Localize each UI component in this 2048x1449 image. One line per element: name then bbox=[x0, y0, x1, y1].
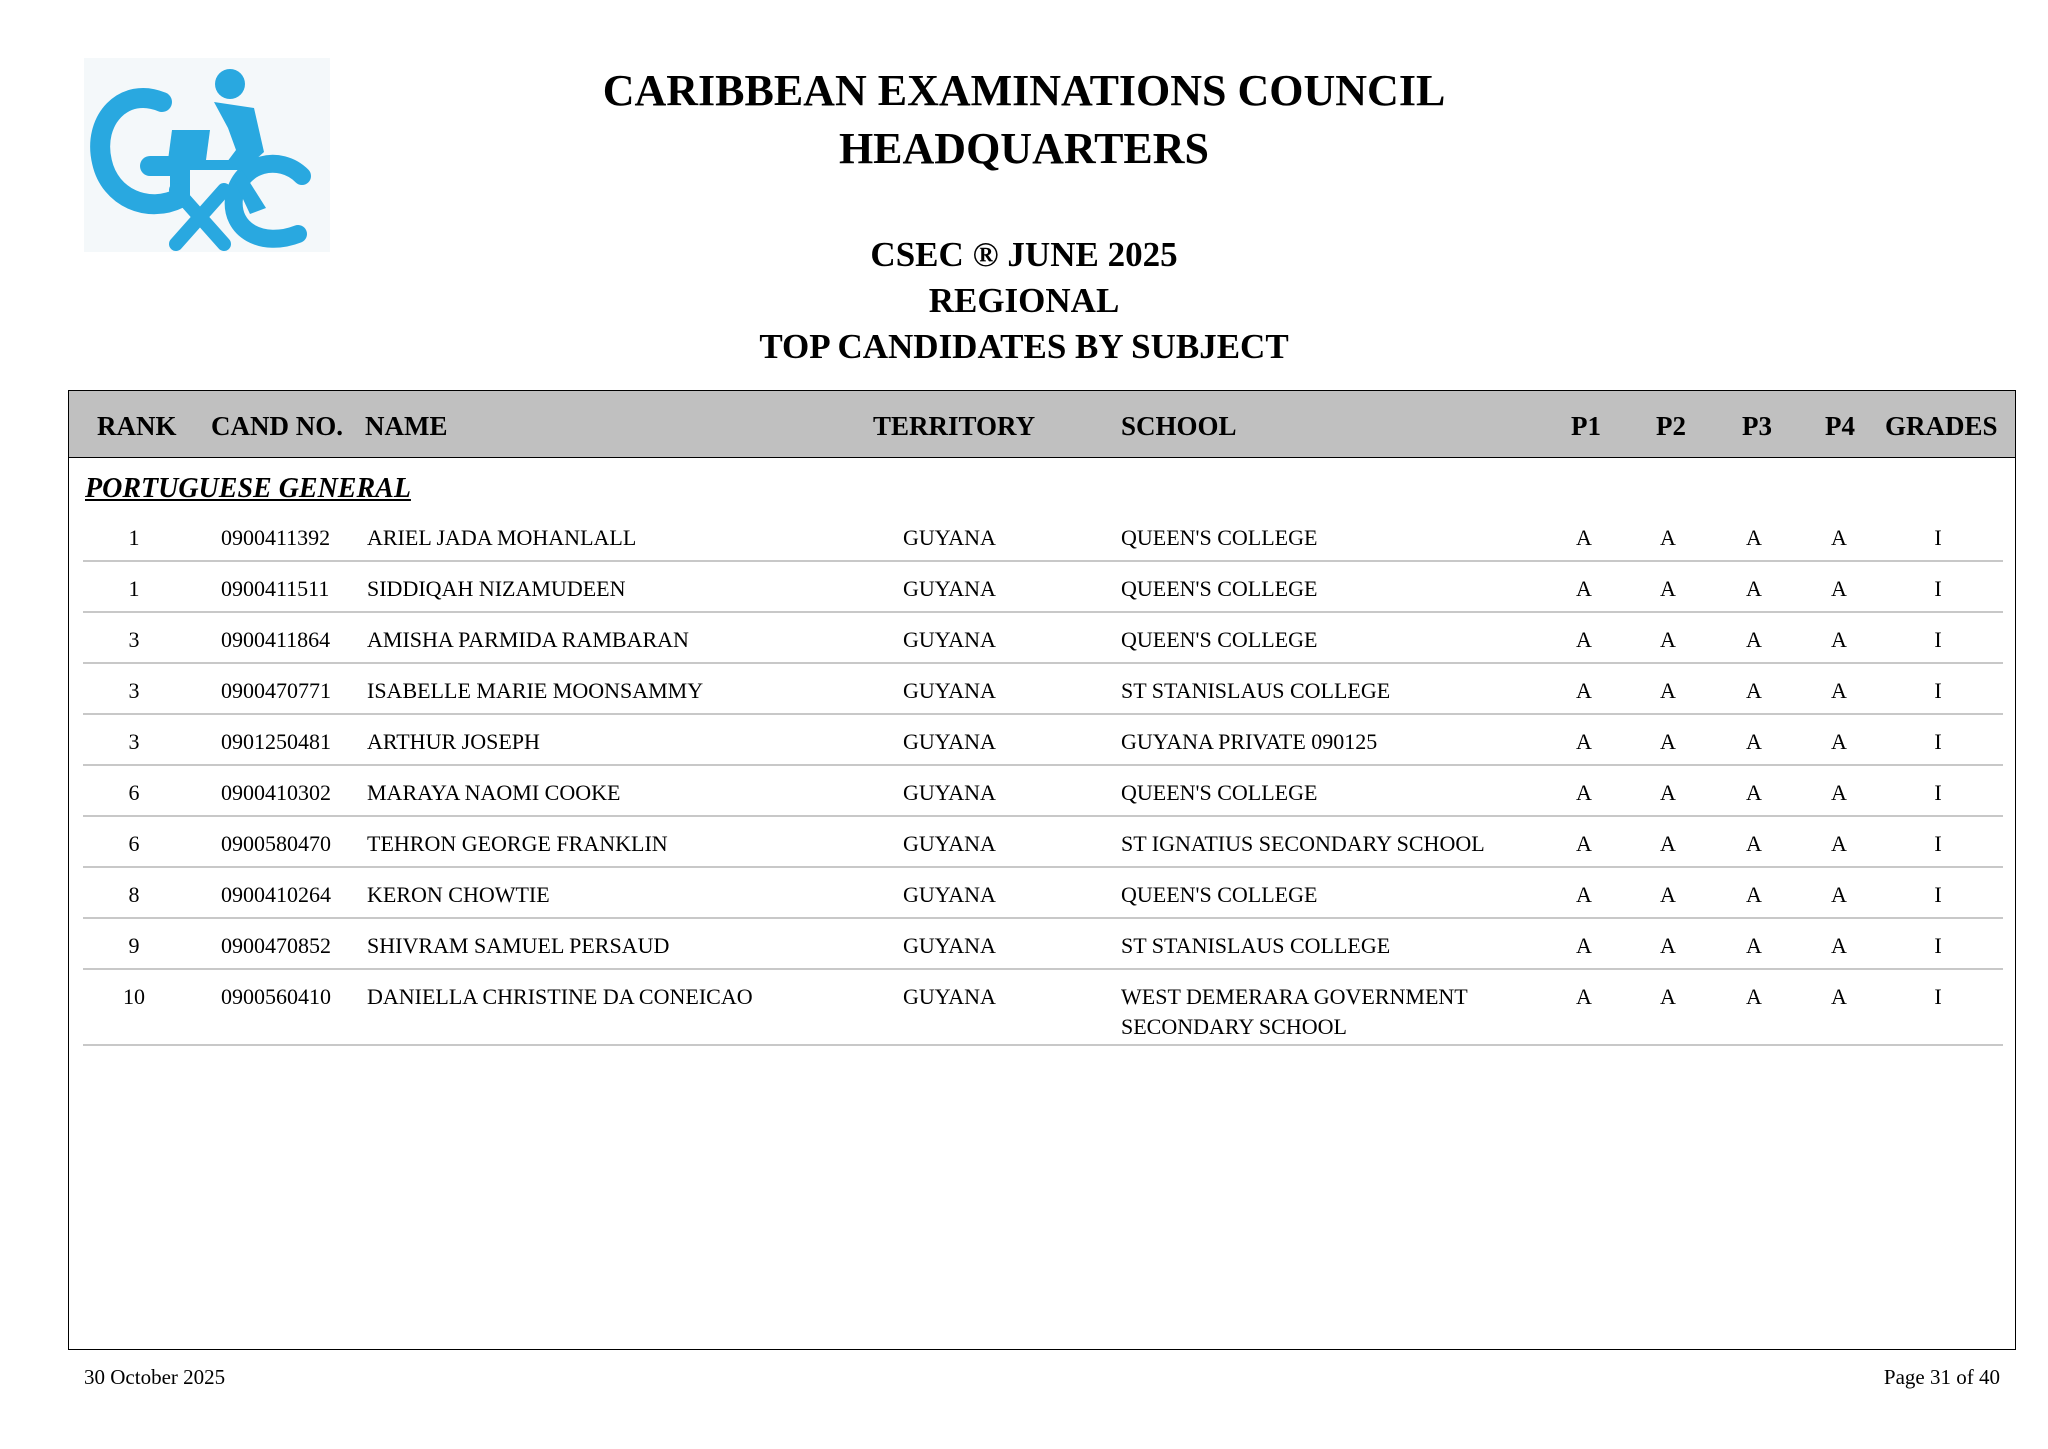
p1-cell: A bbox=[1576, 525, 1592, 550]
territory-cell: GUYANA bbox=[903, 984, 996, 1009]
p3-cell: A bbox=[1746, 729, 1762, 754]
rank-cell: 1 bbox=[128, 576, 140, 601]
name-cell: ARTHUR JOSEPH bbox=[367, 729, 540, 754]
table-row bbox=[83, 868, 2003, 919]
p4-cell: A bbox=[1831, 627, 1847, 652]
p1-cell: A bbox=[1576, 984, 1592, 1009]
grade-cell: I bbox=[1934, 831, 1942, 856]
p2-cell: A bbox=[1660, 576, 1676, 601]
cand-no-cell: 0900560410 bbox=[221, 984, 331, 1009]
p3-cell: A bbox=[1746, 678, 1762, 703]
p4-cell: A bbox=[1831, 525, 1847, 550]
grade-cell: I bbox=[1934, 882, 1942, 907]
table-row bbox=[83, 562, 2003, 613]
name-cell: DANIELLA CHRISTINE DA CONEICAO bbox=[367, 984, 753, 1009]
territory-cell: GUYANA bbox=[903, 627, 996, 652]
p1-cell: A bbox=[1576, 678, 1592, 703]
cand-no-cell: 0900410302 bbox=[221, 780, 331, 805]
table-header bbox=[69, 391, 2015, 458]
cand-no-cell: 0900411511 bbox=[221, 576, 330, 601]
rank-cell: 3 bbox=[128, 678, 140, 703]
territory-cell: GUYANA bbox=[903, 882, 996, 907]
col-territory: TERRITORY bbox=[873, 411, 1036, 441]
subtitle-line-1: CSEC ® JUNE 2025 bbox=[870, 235, 1178, 274]
p1-cell: A bbox=[1576, 729, 1592, 754]
cand-no-cell: 0900470771 bbox=[221, 678, 331, 703]
grade-cell: I bbox=[1934, 780, 1942, 805]
p4-cell: A bbox=[1831, 984, 1847, 1009]
p1-cell: A bbox=[1576, 882, 1592, 907]
school-cell: QUEEN'S COLLEGE bbox=[1121, 780, 1318, 805]
rank-cell: 3 bbox=[128, 627, 140, 652]
school-cell: ST IGNATIUS SECONDARY SCHOOL bbox=[1121, 831, 1485, 856]
cand-no-cell: 0901250481 bbox=[221, 729, 331, 754]
school-cell: QUEEN'S COLLEGE bbox=[1121, 627, 1318, 652]
name-cell: KERON CHOWTIE bbox=[367, 882, 550, 907]
p2-cell: A bbox=[1660, 678, 1676, 703]
p3-cell: A bbox=[1746, 831, 1762, 856]
rank-cell: 6 bbox=[128, 831, 140, 856]
territory-cell: GUYANA bbox=[903, 525, 996, 550]
name-cell: ARIEL JADA MOHANLALL bbox=[367, 525, 637, 550]
rank-cell: 1 bbox=[128, 525, 140, 550]
p4-cell: A bbox=[1831, 576, 1847, 601]
report-title bbox=[0, 62, 2048, 178]
table-row bbox=[83, 511, 2003, 562]
title-line-1: CARIBBEAN EXAMINATIONS COUNCIL bbox=[602, 66, 1446, 115]
territory-cell: GUYANA bbox=[903, 831, 996, 856]
col-p1: P1 bbox=[1571, 411, 1601, 441]
grade-cell: I bbox=[1934, 984, 1942, 1009]
p2-cell: A bbox=[1660, 831, 1676, 856]
report-subtitle bbox=[0, 232, 2048, 370]
page-number: Page 31 of 40 bbox=[1883, 1365, 2000, 1389]
col-rank: RANK bbox=[97, 411, 177, 441]
territory-cell: GUYANA bbox=[903, 933, 996, 958]
table-row bbox=[83, 817, 2003, 868]
p4-cell: A bbox=[1831, 831, 1847, 856]
subject-heading: PORTUGUESE GENERAL bbox=[85, 473, 411, 504]
grade-cell: I bbox=[1934, 933, 1942, 958]
p2-cell: A bbox=[1660, 729, 1676, 754]
table-body bbox=[83, 511, 2003, 1046]
territory-cell: GUYANA bbox=[903, 729, 996, 754]
territory-cell: GUYANA bbox=[903, 678, 996, 703]
grade-cell: I bbox=[1934, 627, 1942, 652]
school-cell: ST STANISLAUS COLLEGE bbox=[1121, 933, 1391, 958]
school-cell: QUEEN'S COLLEGE bbox=[1121, 525, 1318, 550]
report-date: 30 October 2025 bbox=[84, 1365, 226, 1389]
p3-cell: A bbox=[1746, 780, 1762, 805]
grade-cell: I bbox=[1934, 576, 1942, 601]
p2-cell: A bbox=[1660, 984, 1676, 1009]
p3-cell: A bbox=[1746, 627, 1762, 652]
p3-cell: A bbox=[1746, 984, 1762, 1009]
cand-no-cell: 0900411864 bbox=[221, 627, 331, 652]
cand-no-cell: 0900470852 bbox=[221, 933, 331, 958]
school-cell: QUEEN'S COLLEGE bbox=[1121, 576, 1318, 601]
p1-cell: A bbox=[1576, 576, 1592, 601]
p4-cell: A bbox=[1831, 933, 1847, 958]
table-row bbox=[83, 970, 2003, 1046]
name-cell: MARAYA NAOMI COOKE bbox=[367, 780, 621, 805]
rank-cell: 8 bbox=[128, 882, 140, 907]
name-cell: TEHRON GEORGE FRANKLIN bbox=[367, 831, 668, 856]
table-row bbox=[83, 766, 2003, 817]
table-row bbox=[83, 715, 2003, 766]
table-row bbox=[83, 613, 2003, 664]
territory-cell: GUYANA bbox=[903, 780, 996, 805]
p2-cell: A bbox=[1660, 525, 1676, 550]
school-cell: GUYANA PRIVATE 090125 bbox=[1121, 729, 1378, 754]
p4-cell: A bbox=[1831, 678, 1847, 703]
p3-cell: A bbox=[1746, 576, 1762, 601]
name-cell: ISABELLE MARIE MOONSAMMY bbox=[367, 678, 704, 703]
col-p4: P4 bbox=[1825, 411, 1855, 441]
school-cell: ST STANISLAUS COLLEGE bbox=[1121, 678, 1391, 703]
p4-cell: A bbox=[1831, 780, 1847, 805]
school-cell: WEST DEMERARA GOVERNMENT SECONDARY SCHOOL bbox=[1121, 984, 1468, 1039]
p4-cell: A bbox=[1831, 882, 1847, 907]
territory-cell: GUYANA bbox=[903, 576, 996, 601]
col-cand-no: CAND NO. bbox=[211, 411, 343, 441]
p2-cell: A bbox=[1660, 933, 1676, 958]
rank-cell: 3 bbox=[128, 729, 140, 754]
p1-cell: A bbox=[1576, 780, 1592, 805]
p3-cell: A bbox=[1746, 882, 1762, 907]
grade-cell: I bbox=[1934, 678, 1942, 703]
name-cell: SHIVRAM SAMUEL PERSAUD bbox=[367, 933, 670, 958]
grade-cell: I bbox=[1934, 525, 1942, 550]
table-row bbox=[83, 919, 2003, 970]
rank-cell: 6 bbox=[128, 780, 140, 805]
p1-cell: A bbox=[1576, 831, 1592, 856]
grade-cell: I bbox=[1934, 729, 1942, 754]
p2-cell: A bbox=[1660, 627, 1676, 652]
cand-no-cell: 0900410264 bbox=[221, 882, 331, 907]
col-grades: GRADES bbox=[1885, 411, 1998, 441]
p2-cell: A bbox=[1660, 780, 1676, 805]
name-cell: SIDDIQAH NIZAMUDEEN bbox=[367, 576, 626, 601]
col-p2: P2 bbox=[1656, 411, 1686, 441]
rank-cell: 10 bbox=[123, 984, 145, 1009]
name-cell: AMISHA PARMIDA RAMBARAN bbox=[367, 627, 689, 652]
table-row bbox=[83, 664, 2003, 715]
p1-cell: A bbox=[1576, 627, 1592, 652]
col-p3: P3 bbox=[1742, 411, 1772, 441]
p3-cell: A bbox=[1746, 525, 1762, 550]
school-cell: QUEEN'S COLLEGE bbox=[1121, 882, 1318, 907]
subtitle-line-2: REGIONAL bbox=[928, 281, 1120, 320]
col-school: SCHOOL bbox=[1121, 411, 1237, 441]
rank-cell: 9 bbox=[128, 933, 140, 958]
p3-cell: A bbox=[1746, 933, 1762, 958]
cand-no-cell: 0900580470 bbox=[221, 831, 331, 856]
title-line-2: HEADQUARTERS bbox=[838, 124, 1210, 173]
cand-no-cell: 0900411392 bbox=[221, 525, 331, 550]
col-name: NAME bbox=[365, 411, 448, 441]
p1-cell: A bbox=[1576, 933, 1592, 958]
results-table bbox=[68, 390, 2016, 1350]
p2-cell: A bbox=[1660, 882, 1676, 907]
p4-cell: A bbox=[1831, 729, 1847, 754]
subtitle-line-3: TOP CANDIDATES BY SUBJECT bbox=[759, 327, 1289, 366]
